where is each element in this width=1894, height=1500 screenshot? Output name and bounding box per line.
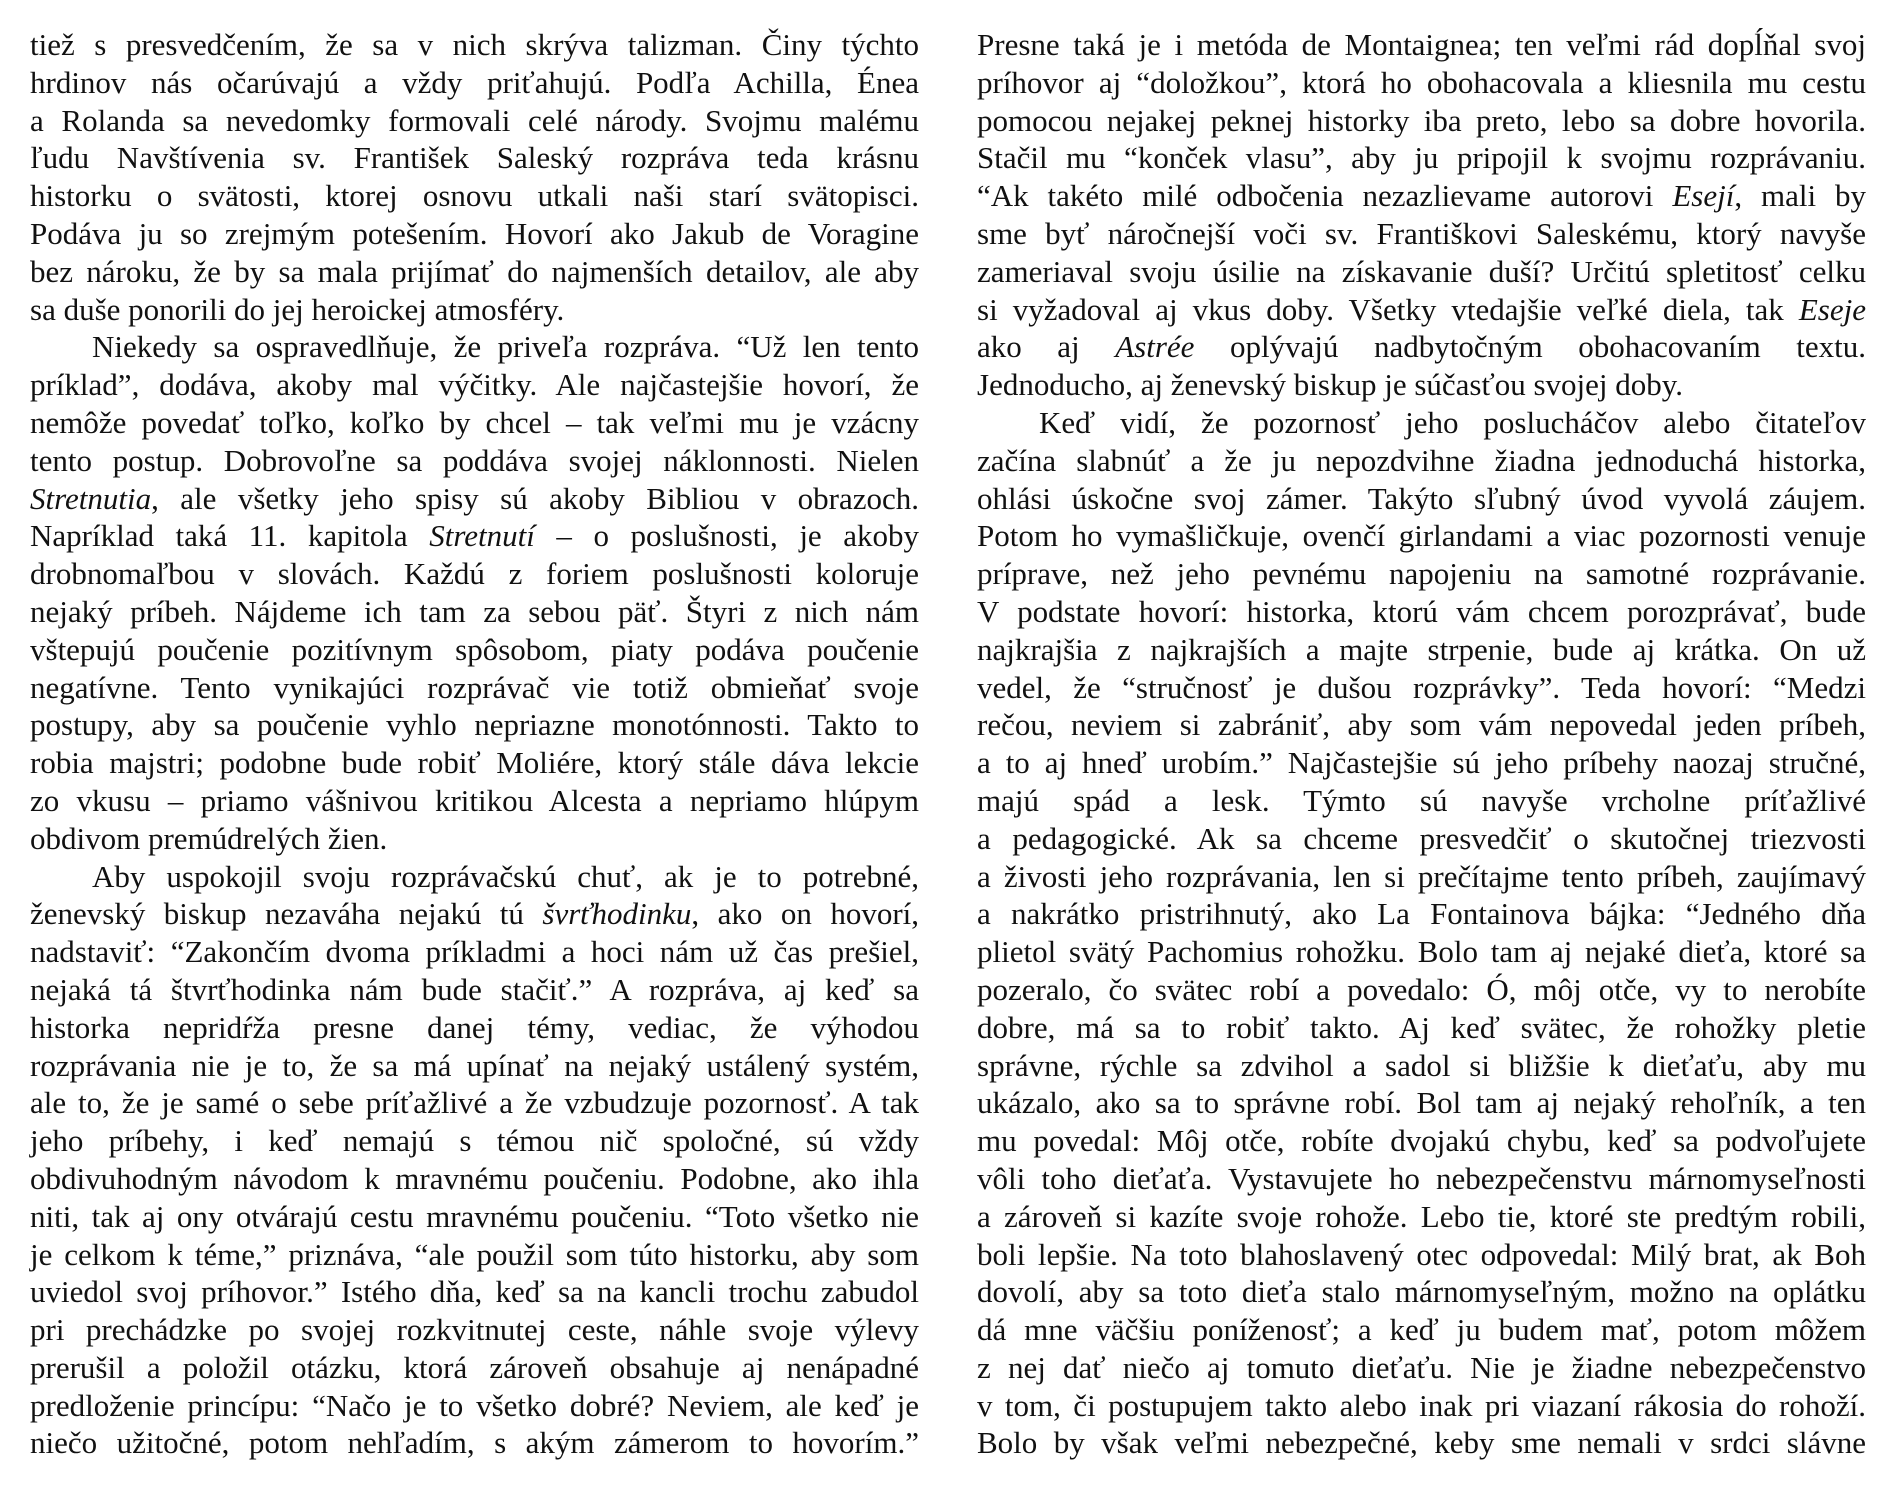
text-line: postupy, aby sa poučenie vyhlo nepriazne monotónnosti. Takto to — [30, 707, 919, 743]
text-line: niečo užitočné, potom nehľadím, s akým zámerom to hovorím.” — [30, 1425, 919, 1461]
text-line: Bolo by však veľmi nebezpečné, keby sme nemali v srdci slávne — [977, 1425, 1866, 1461]
text-line: bez nároku, že by sa mala prijímať do najmenších detailov, ale aby — [30, 253, 919, 289]
italic-title: Esejí — [1672, 178, 1735, 214]
text-line: príhovor aj “doložkou”, ktorá ho obohacovala a kliesnila mu cestu — [977, 64, 1866, 100]
text-line: plietol svätý Pachomius rohožku. Bolo tam aj nejaké dieťa, ktoré sa — [977, 934, 1866, 970]
text-line: nemôže povedať toľko, koľko by chcel – tak veľmi mu je vzácny — [30, 404, 919, 440]
text-line: Keď vidí, že pozornosť jeho poslucháčov alebo čitateľov — [1039, 404, 1866, 440]
text-line: hrdinov nás očarúvajú a vždy priťahujú. Podľa Achilla, Énea — [30, 64, 919, 100]
text-line: V podstate hovorí: historka, ktorú vám chcem porozprávať, bude — [977, 593, 1866, 629]
text-line: najkrajšia z najkrajších a majte strpenie, bude aj krátka. On už — [977, 631, 1866, 667]
text-line: predloženie princípu: “Načo je to všetko dobré? Neviem, ale keď je — [30, 1387, 919, 1423]
text-line: nejaká tá štvrťhodinka nám bude stačiť.” A rozpráva, aj keď sa — [30, 971, 919, 1007]
text-line: Potom ho vymašličkuje, ovenčí girlandami a viac pozornosti venuje — [977, 518, 1866, 554]
text-line: dovolí, aby sa toto dieťa stalo márnomyseľným, možno na oplátku — [977, 1274, 1866, 1310]
italic-title: Eseje — [1798, 291, 1866, 327]
text-line: pozeralo, čo svätec robí a povedalo: Ó, môj otče, vy to nerobíte — [977, 971, 1866, 1007]
text-line: a pedagogické. Ak sa chceme presvedčiť o skutočnej triezvosti — [977, 820, 1866, 856]
text-line: začína slabnúť a že ju nepozdvihne žiadna jednoduchá historka, — [977, 442, 1866, 478]
text-line: a zároveň si kazíte svoje rohože. Lebo tie, ktoré ste predtým robili, — [977, 1198, 1866, 1234]
text-line: drobnomaľbou v slovách. Každú z foriem poslušnosti koloruje — [30, 556, 919, 592]
text-line: Stretnutia, ale všetky jeho spisy sú akoby Bibliou v obrazoch. — [30, 480, 919, 516]
text-line: mu povedal: Môj otče, robíte dvojakú chybu, keď sa podvoľujete — [977, 1123, 1866, 1159]
text-line: Stačil mu “konček vlasu”, aby ju pripojil k svojmu rozprávaniu. — [977, 140, 1866, 176]
text-line: nejaký príbeh. Nájdeme ich tam za sebou päť. Štyri z nich nám — [30, 593, 919, 629]
text-line: a to aj hneď urobím.” Najčastejšie sú jeho príbehy naozaj stručné, — [977, 745, 1866, 781]
text-line: tento postup. Dobrovoľne sa poddáva svojej náklonnosti. Nielen — [30, 442, 919, 478]
text-line: ohlási úskočne svoj zámer. Takýto sľubný úvod vyvolá záujem. — [977, 480, 1866, 516]
text-line: a nakrátko pristrihnutý, ako La Fontainova bájka: “Jedného dňa — [977, 896, 1866, 932]
text-line: príprave, než jeho pevnému napojeniu na samotné rozprávanie. — [977, 556, 1866, 592]
text-line: Podáva ju so zrejmým potešením. Hovorí ako Jakub de Voragine — [30, 215, 919, 251]
text-line: ale to, že je samé o sebe príťažlivé a že vzbudzuje pozornosť. A tak — [30, 1085, 919, 1121]
text-line: a živosti jeho rozprávania, len si prečítajme tento príbeh, zaujímavý — [977, 858, 1866, 894]
text-line: niti, tak aj ony otvárajú cestu mravnému poučeniu. “Toto všetko nie — [30, 1198, 919, 1234]
text-line: Aby uspokojil svoju rozprávačskú chuť, ak je to potrebné, — [92, 858, 919, 894]
text-line: si vyžadoval aj vkus doby. Všetky vtedajšie veľké diela, tak Eseje — [977, 291, 1866, 327]
italic-title: Stretnutia — [30, 480, 152, 516]
text-line: v tom, či postupujem takto alebo inak pri viazaní rákosia do rohoží. — [977, 1387, 1866, 1423]
text-line: boli lepšie. Na toto blahoslavený otec odpovedal: Milý brat, ak Boh — [977, 1236, 1866, 1272]
text-line: vôli toho dieťaťa. Vystavujete ho nebezpečenstvu márnomyseľnosti — [977, 1160, 1866, 1196]
text-line: majú spád a lesk. Týmto sú navyše vrcholne príťažlivé — [977, 782, 1866, 818]
text-line: Napríklad taká 11. kapitola Stretnutí – o poslušnosti, je akoby — [30, 518, 919, 554]
text-line: ženevský biskup nezaváha nejakú tú švrťhodinku, ako on hovorí, — [30, 896, 919, 932]
text-line: zameriaval svoju úsilie na získavanie duší? Určitú spletitosť celku — [977, 253, 1866, 289]
text-line: Jednoducho, aj ženevský biskup je súčasťou svojej doby. — [977, 367, 1684, 403]
text-line: Niekedy sa ospravedlňuje, že priveľa rozpráva. “Už len tento — [92, 329, 919, 365]
text-line: správne, rýchle sa zdvihol a sadol si bližšie k dieťaťu, aby mu — [977, 1047, 1866, 1083]
text-line: obdivuhodným návodom k mravnému poučeniu. Podobne, ako ihla — [30, 1160, 919, 1196]
text-line: je celkom k téme,” priznáva, “ale použil som túto historku, aby som — [30, 1236, 919, 1272]
right-text-column — [977, 26, 1866, 1462]
text-line: ukázalo, ako sa to správne robí. Bol tam aj nejaký rehoľník, a ten — [977, 1085, 1866, 1121]
text-line: z nej dať niečo aj tomuto dieťaťu. Nie je žiadne nebezpečenstvo — [977, 1349, 1866, 1385]
text-line: sme byť náročnejší voči sv. Františkovi Saleskému, ktorý navyše — [977, 215, 1866, 251]
text-line: sa duše ponorili do jej heroickej atmosféry. — [30, 291, 565, 327]
italic-title: Stretnutí — [429, 518, 535, 554]
text-line: dobre, má sa to robiť takto. Aj keď svätec, že rohožky pletie — [977, 1009, 1866, 1045]
text-line: obdivom premúdrelých žien. — [30, 820, 388, 856]
text-line: zo vkusu – priamo vášnivou kritikou Alcesta a nepriamo hlúpym — [30, 782, 919, 818]
italic-title: Astrée — [1115, 329, 1195, 365]
text-line: vštepujú poučenie pozitívnym spôsobom, piaty podáva poučenie — [30, 631, 919, 667]
text-line: vedel, že “stručnosť je dušou rozprávky”. Teda hovorí: “Medzi — [977, 669, 1866, 705]
text-line: rečou, neviem si zabrániť, aby som vám nepovedal jeden príbeh, — [977, 707, 1866, 743]
text-line: prerušil a položil otázku, ktorá zároveň obsahuje aj nenápadné — [30, 1349, 919, 1385]
text-line: robia majstri; podobne bude robiť Moliére, ktorý stále dáva lekcie — [30, 745, 919, 781]
text-line: ako aj Astrée oplývajú nadbytočným obohacovaním textu. — [977, 329, 1866, 365]
text-line: pri prechádzke po svojej rozkvitnutej ceste, náhle svoje výlevy — [30, 1312, 919, 1348]
text-line: a Rolanda sa nevedomky formovali celé národy. Svojmu malému — [30, 102, 919, 138]
text-line: príklad”, dodáva, akoby mal výčitky. Ale najčastejšie hovorí, že — [30, 367, 919, 403]
text-line: jeho príbehy, i keď nemajú s témou nič spoločné, sú vždy — [30, 1123, 919, 1159]
text-line: ľudu Navštívenia sv. František Saleský rozpráva teda krásnu — [30, 140, 919, 176]
text-line: pomocou nejakej peknej historky iba preto, lebo sa dobre hovorila. — [977, 102, 1866, 138]
text-line: “Ak takéto milé odbočenia nezazlievame autorovi Esejí, mali by — [977, 178, 1866, 214]
text-line: historka nepridŕža presne danej témy, vediac, že výhodou — [30, 1009, 919, 1045]
text-line: tiež s presvedčením, že sa v nich skrýva talizman. Činy týchto — [30, 27, 919, 62]
text-line: negatívne. Tento vynikajúci rozprávač vie totiž obmieňať svoje — [30, 669, 919, 705]
italic-title: švrťhodinku — [542, 896, 692, 932]
text-line: dá mne väčšiu poníženosť; a keď ju budem mať, potom môžem — [977, 1312, 1866, 1348]
left-text-column — [30, 26, 919, 1462]
text-line: rozprávania nie je to, že sa má upínať na nejaký ustálený systém, — [30, 1047, 919, 1083]
text-line: Presne taká je i metóda de Montaignea; ten veľmi rád dopĺňal svoj — [977, 27, 1866, 62]
text-line: nadstaviť: “Zakončím dvoma príkladmi a hoci nám už čas prešiel, — [30, 934, 919, 970]
text-line: historku o svätosti, ktorej osnovu utkali naši starí svätopisci. — [30, 178, 919, 214]
text-line: uviedol svoj príhovor.” Istého dňa, keď sa na kancli trochu zabudol — [30, 1274, 919, 1310]
